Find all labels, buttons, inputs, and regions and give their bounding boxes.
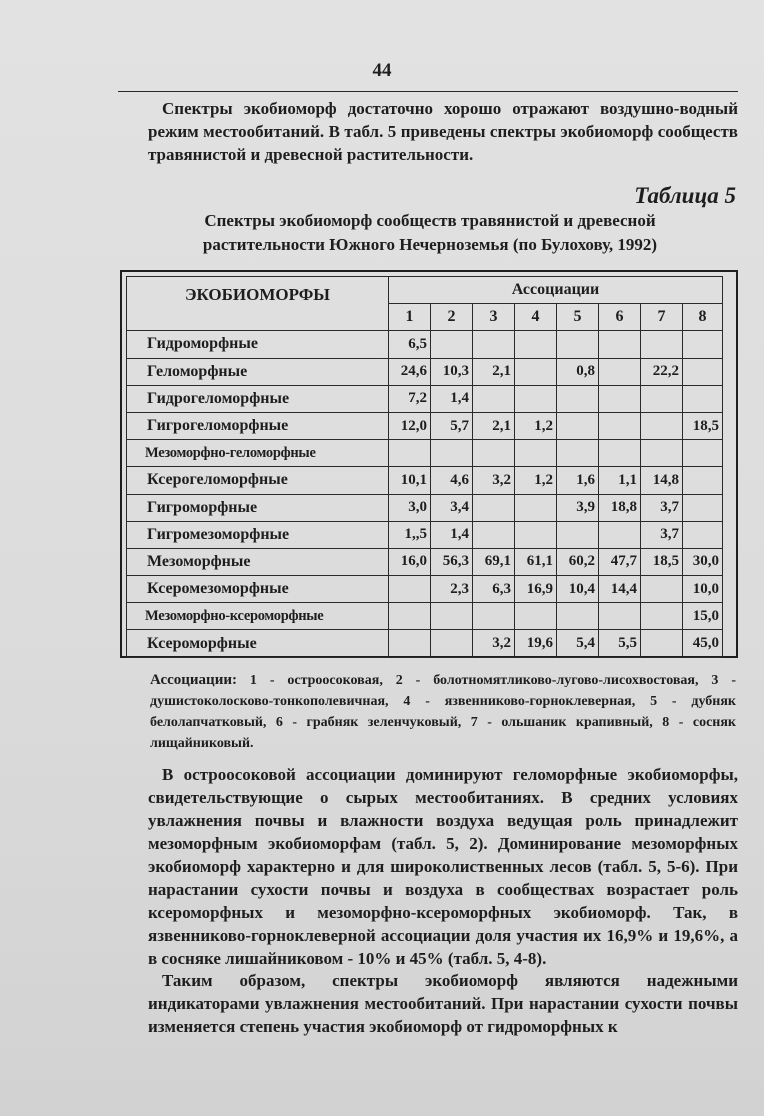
table-cell: 1,4 <box>431 521 473 548</box>
table-row <box>127 440 723 467</box>
column-number: 5 <box>557 304 599 331</box>
table-cell: 1,1 <box>599 467 641 494</box>
table-row <box>127 358 723 385</box>
table-cell <box>641 630 683 657</box>
table-cell <box>515 358 557 385</box>
table-cell <box>515 385 557 412</box>
table-caption-line-2: растительности Южного Нечерноземья (по Булохову, 1992) <box>202 235 658 254</box>
column-number: 3 <box>473 304 515 331</box>
row-name: Мезоморфные <box>127 548 389 575</box>
table-cell <box>641 440 683 467</box>
table-cell <box>389 630 431 657</box>
table-cell: 12,0 <box>389 412 431 439</box>
table-cell <box>473 494 515 521</box>
table-cell <box>431 331 473 358</box>
table-cell: 16,9 <box>515 576 557 603</box>
table-cell: 3,4 <box>431 494 473 521</box>
table-cell <box>431 603 473 630</box>
table-cell <box>641 331 683 358</box>
table-cell <box>473 521 515 548</box>
table-cell: 3,9 <box>557 494 599 521</box>
column-number: 4 <box>515 304 557 331</box>
table-cell: 6,5 <box>389 331 431 358</box>
table-body <box>127 331 723 657</box>
table-cell: 61,1 <box>515 548 557 575</box>
table-cell: 2,1 <box>473 358 515 385</box>
table-cell <box>683 521 723 548</box>
table-cell: 5,4 <box>557 630 599 657</box>
table-cell: 15,0 <box>683 603 723 630</box>
table-cell <box>599 603 641 630</box>
table-cell <box>389 576 431 603</box>
table-cell <box>641 603 683 630</box>
row-name: Мезоморфно-ксероморфные <box>127 603 389 630</box>
row-name: Гидрогеломорфные <box>127 385 389 412</box>
paragraph-3: Таким образом, спектры экобиоморф являются надежными индикаторами увлажнения местообитаний. При нарастании сухости почвы изменяется степень участия экобиоморф от гидроморфных к <box>148 971 738 1036</box>
table-cell: 56,3 <box>431 548 473 575</box>
header-rule <box>118 91 738 92</box>
table-row <box>127 548 723 575</box>
table-cell: 30,0 <box>683 548 723 575</box>
row-name: Мезоморфно-геломорфные <box>127 440 389 467</box>
table-row <box>127 603 723 630</box>
table-cell: 47,7 <box>599 548 641 575</box>
table-cell: 5,7 <box>431 412 473 439</box>
table-caption-line-1: Спектры экобиоморф сообществ травянистой и древесной <box>204 211 656 230</box>
table-cell <box>683 385 723 412</box>
table-cell: 6,3 <box>473 576 515 603</box>
table-row <box>127 385 723 412</box>
table-cell <box>599 385 641 412</box>
page-number: 44 <box>372 60 392 81</box>
table-caption <box>140 209 720 257</box>
table-cell: 10,4 <box>557 576 599 603</box>
table-cell: 3,7 <box>641 494 683 521</box>
header-associations: Ассоциации <box>389 277 723 304</box>
table-cell <box>599 412 641 439</box>
table-cell <box>683 440 723 467</box>
table-cell: 1,4 <box>431 385 473 412</box>
table-cell: 18,5 <box>683 412 723 439</box>
table-cell <box>641 412 683 439</box>
table-cell <box>557 440 599 467</box>
table-cell <box>515 603 557 630</box>
table-row <box>127 576 723 603</box>
column-number: 2 <box>431 304 473 331</box>
row-name: Гигроморфные <box>127 494 389 521</box>
table-cell: 2,1 <box>473 412 515 439</box>
table-label: Таблица 5 <box>634 183 736 208</box>
table-cell: 3,2 <box>473 467 515 494</box>
table-cell: 45,0 <box>683 630 723 657</box>
row-name: Гигромезоморфные <box>127 521 389 548</box>
table-cell: 18,5 <box>641 548 683 575</box>
table-cell: 0,8 <box>557 358 599 385</box>
table-cell <box>473 331 515 358</box>
table-row <box>127 467 723 494</box>
table-cell <box>557 521 599 548</box>
table-cell <box>641 385 683 412</box>
table-cell: 19,6 <box>515 630 557 657</box>
column-number: 7 <box>641 304 683 331</box>
table-cell: 1,2 <box>515 412 557 439</box>
table-cell <box>431 630 473 657</box>
table-cell <box>599 358 641 385</box>
row-name: Геломорфные <box>127 358 389 385</box>
table-cell <box>683 467 723 494</box>
row-name: Ксерогеломорфные <box>127 467 389 494</box>
table-cell: 18,8 <box>599 494 641 521</box>
table-cell <box>389 603 431 630</box>
table-cell: 4,6 <box>431 467 473 494</box>
table-cell: 1,,5 <box>389 521 431 548</box>
table-cell <box>683 494 723 521</box>
table-cell <box>683 331 723 358</box>
table-cell <box>683 358 723 385</box>
table-cell <box>389 440 431 467</box>
table-frame <box>120 270 738 658</box>
row-name: Гигрогеломорфные <box>127 412 389 439</box>
table-cell: 3,2 <box>473 630 515 657</box>
intro-paragraph: Спектры экобиоморф достаточно хорошо отражают воздушно-водный режим местообитаний. В табл. 5 приведены спектры экобиоморф сообществ травянистой и древесной растительности. <box>148 99 738 164</box>
row-name: Гидроморфные <box>127 331 389 358</box>
table-cell <box>515 521 557 548</box>
table-cell: 10,0 <box>683 576 723 603</box>
table-cell: 14,8 <box>641 467 683 494</box>
table-cell: 3,0 <box>389 494 431 521</box>
table-row <box>127 494 723 521</box>
table-cell <box>557 385 599 412</box>
table-cell: 7,2 <box>389 385 431 412</box>
table-cell: 60,2 <box>557 548 599 575</box>
table-cell <box>515 440 557 467</box>
table-cell: 16,0 <box>389 548 431 575</box>
table-row <box>127 630 723 657</box>
table-cell: 3,7 <box>641 521 683 548</box>
column-number: 1 <box>389 304 431 331</box>
column-number: 8 <box>683 304 723 331</box>
table-cell: 2,3 <box>431 576 473 603</box>
notes-lead: Ассоциации: <box>150 672 237 688</box>
table-row <box>127 521 723 548</box>
table-notes <box>150 670 736 754</box>
table-cell <box>515 494 557 521</box>
table-cell <box>599 521 641 548</box>
table-cell <box>557 331 599 358</box>
column-number: 6 <box>599 304 641 331</box>
table-cell: 10,1 <box>389 467 431 494</box>
table-row <box>127 412 723 439</box>
row-name: Ксеромезоморфные <box>127 576 389 603</box>
table-cell: 5,5 <box>599 630 641 657</box>
table-row <box>127 331 723 358</box>
table-cell: 69,1 <box>473 548 515 575</box>
row-name: Ксероморфные <box>127 630 389 657</box>
table-cell: 1,6 <box>557 467 599 494</box>
table-cell: 1,2 <box>515 467 557 494</box>
ecobiomorph-table <box>126 276 723 658</box>
notes-text: 1 - острoосоковая, 2 - болотномятликово-лугово-лисохвостовая, 3 - душистоколосково-тонкополевичная, 4 - язвенниково-горноклеверная, 5 - дубняк белолапчатковый, 6 - грабняк зеленчуковый, 7 - ольшаник крапивный, 8 - сосняк лищайниковый. <box>150 673 736 751</box>
table-cell <box>473 440 515 467</box>
table-cell <box>431 440 473 467</box>
table-cell: 14,4 <box>599 576 641 603</box>
table-cell <box>557 412 599 439</box>
table-cell: 10,3 <box>431 358 473 385</box>
table-cell <box>641 576 683 603</box>
table-cell: 22,2 <box>641 358 683 385</box>
table-cell <box>473 603 515 630</box>
table-cell <box>473 385 515 412</box>
paragraph-2: В остроосоковой ассоциации доминируют геломорфные экобиоморфы, свидетельствующие о сырых местообитаниях. В средних условиях увлажнения почвы и влажности воздуха ведущая роль принадлежит мезоморфным экобиоморфам (табл. 5, 2). Доминирование мезоморфных экобиоморф характерно и для широколиственных лесов (табл. 5, 5-6). При нарастании сухости почвы и воздуха в сообществах возрастает роль ксероморфных и мезоморфно-ксероморфных экобиоморф. Так, в язвенниково-горноклеверной ассоциации доля участия их 16,9% и 19,6%, а в сосняке лишайниковом - 10% и 45% (табл. 5, 4-8). <box>148 765 738 968</box>
table-cell: 24,6 <box>389 358 431 385</box>
table-cell <box>515 331 557 358</box>
table-cell <box>599 440 641 467</box>
header-ecobiomorphs: ЭКОБИОМОРФЫ <box>127 277 389 331</box>
table-cell <box>557 603 599 630</box>
table-cell <box>599 331 641 358</box>
